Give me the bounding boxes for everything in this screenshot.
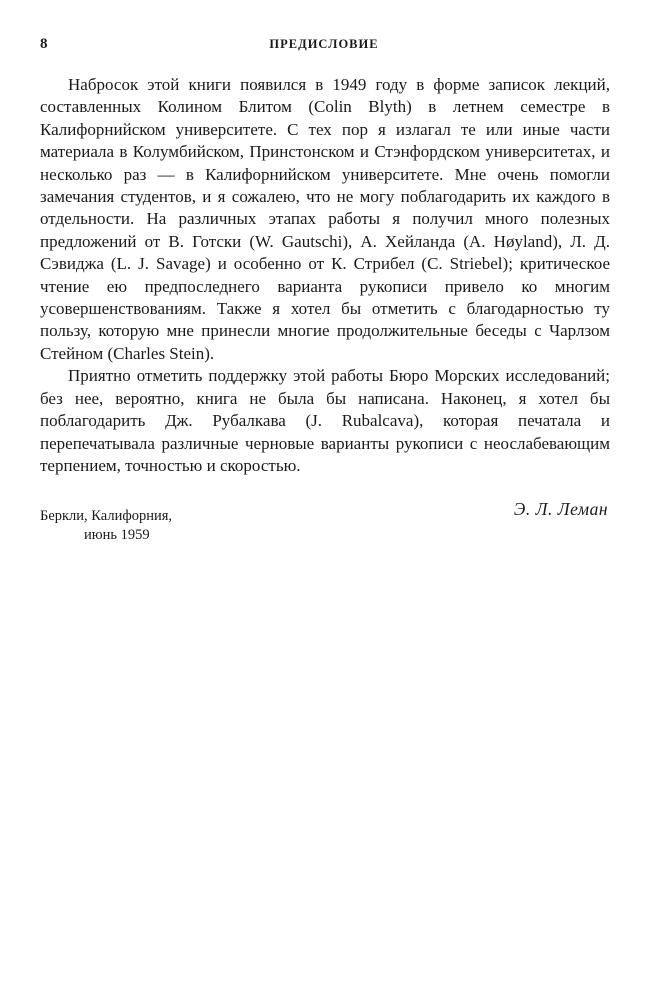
signature-place: Беркли, Калифорния, [40,508,173,524]
paragraph-1: Набросок этой книги появился в 1949 году в форме записок лекций, составленных Колином Блитом (Colin Blyth) в летнем семестре в Калифорнийском университете. С тех пор я излагал те или иные части материала в Колумбийском, Принстонском и Стэнфордском университетах, и несколько раз — в Калифорнийском университете. Мне очень помогли замечания студентов, и я сожалею, что не могу поблагодарить их каждого в отдельности. На различных этапах работы я получил много полезных предложений от В. Готски (W. Gautschi), А. Хейланда (A. Høyland), Л. Д. Сэвиджа (L. J. Savage) и особенно от К. Стрибел (C. Striebel); критическое чтение ею предпоследнего варианта рукописи привело ко многим усовершенствованиям. Также я хотел бы отметить с благодарностью ту пользу, которую мне принесли многие продолжительные беседы с Чарлзом Стейном (Charles Stein). [40,75,610,363]
signature-author: Э. Л. Леман [513,499,608,519]
page-title: ПРЕДИСЛОВИЕ [269,37,379,51]
running-head [40,36,608,56]
signature-date: июнь 1959 [84,527,150,543]
paragraph-2: Приятно отметить поддержку этой работы Бюро Морских исследований; без нее, вероятно, книга не была бы написана. Наконец, я хотел бы поблагодарить Дж. Рубалкава (J. Rubalcava), которая печатала и перепечатывала различные черновые варианты рукописи с неослабевающим терпением, точностью и скоростью. [40,366,610,475]
page-number: 8 [40,36,48,52]
preface-body [40,74,610,477]
signature-place-date [40,507,172,545]
